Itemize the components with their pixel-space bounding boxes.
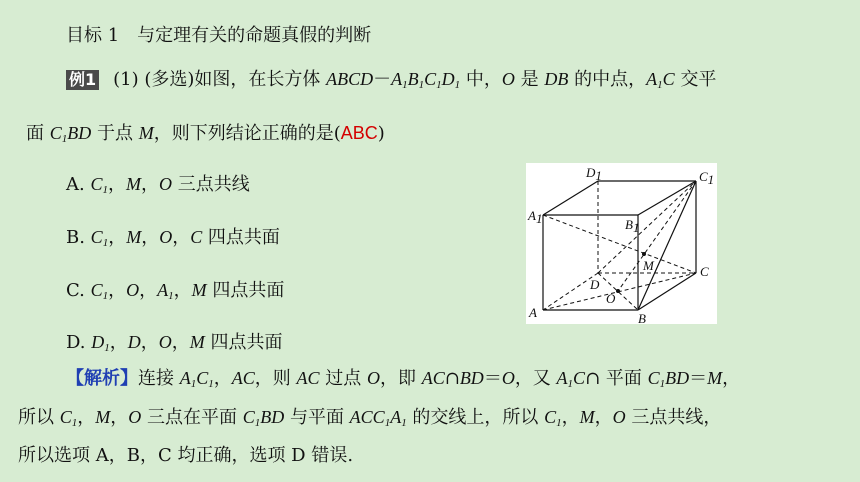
- option-d: D. $D_1$，D，O，M 四点共面: [66, 332, 283, 354]
- label-d1: D1: [586, 165, 602, 183]
- option-b: B. $C_1$，M，O，C 四点共面: [66, 227, 280, 249]
- problem-line-2: 面 $C_1BD$ 于点 M，则下列结论正确的是(ABC): [26, 123, 385, 145]
- section-heading: 目标 1 与定理有关的命题真假的判断: [66, 25, 372, 46]
- solution-tag: 【解析】: [66, 368, 138, 389]
- label-m: M: [643, 258, 654, 273]
- edge-b1c1: [638, 181, 696, 215]
- option-a: A. $C_1$，M，O 三点共线: [66, 174, 250, 196]
- label-a: A: [529, 305, 537, 320]
- label-b: B: [638, 311, 646, 324]
- label-o: O: [606, 291, 616, 306]
- segment-c1o: [618, 181, 696, 291]
- solution-line-2: 所以 $C_1$，M，O 三点在平面 $C_1BD$ 与平面 $ACC_1A_1$ 的交线上，所以 $C_1$，M，O 三点共线，: [18, 407, 722, 429]
- label-c: C: [700, 264, 709, 279]
- diagonal-a1c: [543, 215, 696, 273]
- label-a1: A1: [528, 208, 543, 226]
- cuboid-diagram: [526, 163, 717, 324]
- label-d: D: [590, 277, 600, 292]
- answer-text: ABC: [340, 123, 378, 143]
- solution-line-1: 【解析】连接 $A_1C_1$，AC，则 AC 过点 O，即 AC∩BD＝O，又 $A_1C\cap$ 平面 $C_1BD=M$，: [66, 368, 741, 390]
- edge-a1d1: [543, 181, 598, 215]
- label-c1: C1: [699, 169, 715, 187]
- problem-line-1: 例1 (1) (多选)如图，在长方体 $ABCD-A_1B_1C_1D_1$ 中，O 是 DB 的中点，$A_1C$ 交平: [66, 68, 716, 91]
- segment-bc1: [638, 181, 696, 310]
- option-c: C. $C_1$，O，$A_1$，M 四点共面: [66, 280, 285, 302]
- point-m: [642, 252, 646, 256]
- point-o: [616, 289, 620, 293]
- cuboid-figure: [526, 163, 717, 324]
- example-badge: 例1: [66, 70, 99, 90]
- label-b1: B1: [625, 217, 640, 235]
- solution-line-3: 所以选项 A，B，C 均正确，选项 D 错误.: [18, 445, 354, 466]
